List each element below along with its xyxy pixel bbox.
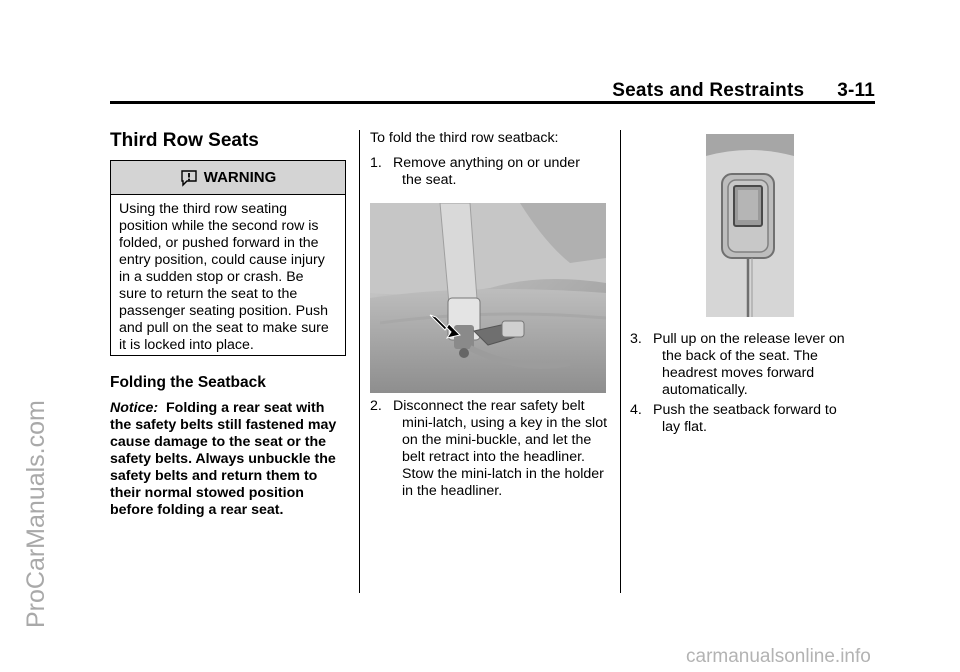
warning-line: in a sudden stop or crash. Be	[119, 269, 304, 285]
step-number: 3.	[630, 331, 642, 347]
notice-paragraph	[110, 400, 350, 519]
step-line: automatically.	[662, 382, 748, 398]
warning-header	[111, 161, 345, 195]
step-line: Pull up on the release lever on	[653, 331, 845, 347]
column-divider-left	[359, 130, 360, 593]
notice-line: safety belts and return them to	[110, 468, 318, 484]
watermark-text: ProCarManuals.com	[22, 400, 50, 628]
warning-line: folded, or pushed forward in the	[119, 235, 319, 251]
warning-line: passenger seating position. Push	[119, 303, 329, 319]
seat-belt-minilatch-photo	[370, 203, 606, 393]
step-line: the seat.	[402, 172, 457, 188]
watermark-procarmanuals	[0, 0, 60, 672]
step-text	[393, 398, 607, 500]
notice-line: Folding a rear seat with	[165, 400, 325, 416]
step-line: headrest moves forward	[662, 365, 815, 381]
header-rule	[110, 101, 875, 104]
step-number: 2.	[370, 398, 382, 414]
step-4	[630, 402, 875, 442]
notice-line: cause damage to the seat or the	[110, 434, 327, 450]
step-1	[370, 155, 610, 195]
page-header	[590, 80, 875, 102]
step-line: Stow the mini-latch in the holder	[402, 466, 604, 482]
warning-line: and pull on the seat to make sure	[119, 320, 329, 336]
step-3	[630, 331, 875, 406]
step-text	[393, 155, 580, 189]
step-line: in the headliner.	[402, 483, 503, 499]
step-line: on the mini-buckle, and let the	[402, 432, 592, 448]
warning-text	[111, 195, 345, 354]
notice-line: safety belts. Always unbuckle the	[110, 451, 336, 467]
step-line: mini-latch, using a key in the slot	[402, 415, 608, 431]
page-number: 3-11	[837, 80, 875, 101]
step-line: lay flat.	[662, 419, 707, 435]
release-lever-photo	[706, 134, 794, 317]
column-divider-right	[620, 130, 621, 593]
notice-line: before folding a rear seat.	[110, 502, 284, 518]
step-line: Disconnect the rear safety belt	[393, 398, 585, 414]
warning-line: sure to return the seat to the	[119, 286, 298, 302]
warning-line: entry position, could cause injury	[119, 252, 325, 268]
warning-title: WARNING	[203, 169, 277, 186]
warning-line: it is locked into place.	[119, 337, 254, 353]
notice-line: the safety belts still fastened may	[110, 417, 337, 433]
step-text	[653, 402, 837, 436]
warning-line: position while the second row is	[119, 218, 319, 234]
footer-watermark: carmanualsonline.info	[686, 646, 871, 667]
step-line: belt retract into the headliner.	[402, 449, 585, 465]
header-title: Seats and Restraints	[612, 80, 805, 101]
step-line: Remove anything on or under	[393, 155, 580, 171]
warning-line: Using the third row seating	[119, 201, 287, 217]
section-title: Third Row Seats	[110, 130, 259, 151]
warning-box	[110, 160, 346, 356]
notice-line: their normal stowed position	[110, 485, 304, 501]
step-2	[370, 398, 615, 508]
step-number: 4.	[630, 402, 642, 418]
subheading: Folding the Seatback	[110, 374, 266, 391]
intro-text: To fold the third row seatback:	[370, 130, 559, 146]
step-line: the back of the seat. The	[662, 348, 818, 364]
step-text	[653, 331, 845, 399]
notice-label: Notice:	[110, 400, 159, 416]
warning-caution-icon	[180, 169, 198, 187]
step-line: Push the seatback forward to	[653, 402, 837, 418]
step-number: 1.	[370, 155, 382, 171]
